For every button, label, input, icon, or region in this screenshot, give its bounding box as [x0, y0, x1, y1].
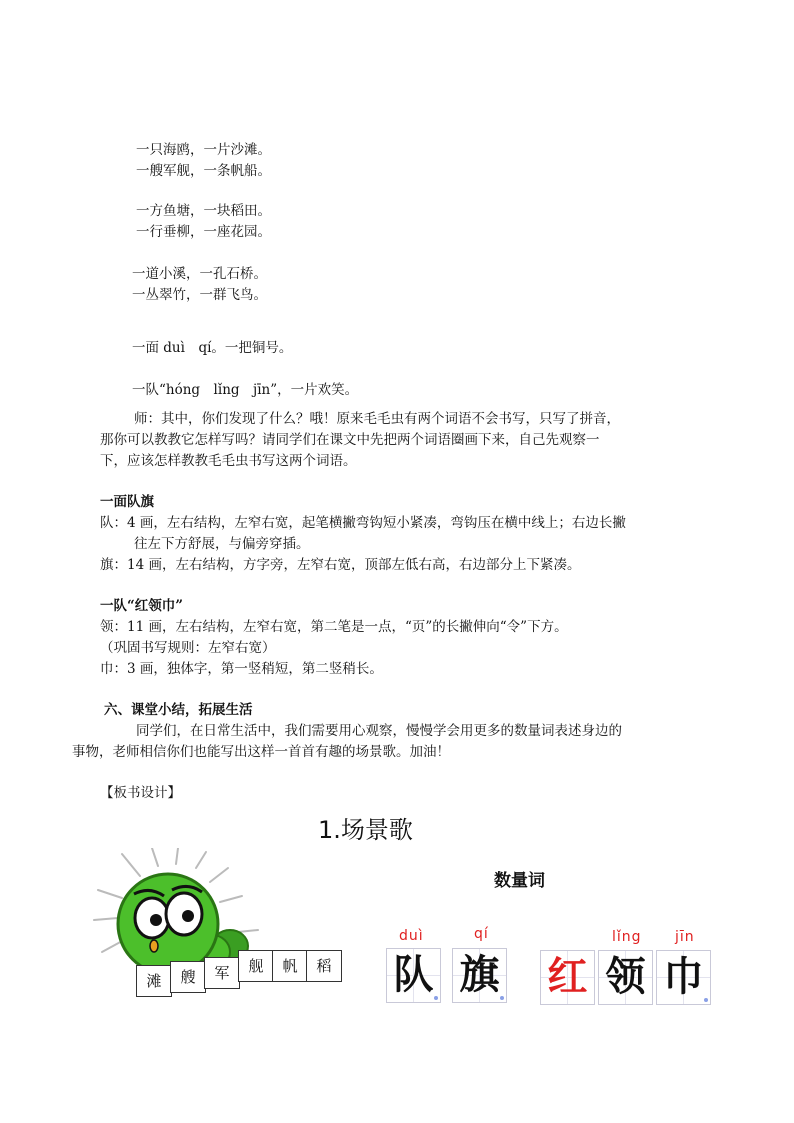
char-box-ling — [598, 950, 653, 1005]
char-box-qi — [452, 948, 507, 1003]
qi-desc: 旗：14 画，左右结构，方字旁，左窄右宽，顶部左低右高，右边部分上下紧凑。 — [100, 557, 581, 573]
dui-desc-cont: 往左下方舒展，与偏旁穿插。 — [134, 536, 310, 552]
corner-dot — [704, 998, 708, 1002]
poem-line-8: 一队“hóng lǐng jīn”，一片欢笑。 — [132, 382, 359, 398]
poem-line-7: 一面 duì qí。一把铜号。 — [132, 340, 293, 356]
board-subtitle: 数量词 — [494, 871, 545, 891]
caterpillar-char-sou: 艘 — [170, 961, 206, 993]
pinyin-ling: lǐng — [612, 929, 642, 945]
caterpillar-char-jun: 军 — [204, 957, 240, 989]
section2-heading: 一队“红领巾” — [100, 598, 184, 614]
pinyin-dui: duì — [399, 928, 424, 944]
char-box-dui — [386, 948, 441, 1003]
caterpillar-char-fan: 帆 — [272, 950, 308, 982]
summary-line-1: 同学们，在日常生活中，我们需要用心观察，慢慢学会用更多的数量词表述身边的 — [136, 723, 622, 739]
dui-desc: 队：4 画，左右结构，左窄右宽，起笔横撇弯钩短小紧凑，弯钩压在横中线上；右边长撇 — [100, 515, 626, 531]
teacher-line-2: 那你可以教教它怎样写吗？请同学们在课文中先把两个词语圈画下来，自己先观察一 — [100, 432, 600, 448]
char-jin: 巾 — [663, 954, 704, 1000]
teacher-line-1: 师：其中，你们发现了什么？哦！原来毛毛虫有两个词语不会书写，只写了拼音， — [134, 411, 620, 427]
poem-line-2: 一艘军舰，一条帆船。 — [136, 163, 271, 179]
char-hong: 红 — [547, 954, 588, 1000]
board-label: 【板书设计】 — [100, 785, 181, 801]
char-qi: 旗 — [459, 952, 500, 998]
poem-line-3: 一方鱼塘，一块稻田。 — [136, 203, 271, 219]
corner-dot — [500, 996, 504, 1000]
board-title: 1.场景歌 — [318, 816, 413, 844]
char-ling: 领 — [605, 954, 646, 1000]
char-box-hong — [540, 950, 595, 1005]
caterpillar-char-dao: 稻 — [306, 950, 342, 982]
caterpillar-char-tan: 滩 — [136, 965, 172, 997]
poem-line-6: 一丛翠竹，一群飞鸟。 — [132, 287, 267, 303]
poem-line-1: 一只海鸥，一片沙滩。 — [136, 142, 271, 158]
section3-heading: 六、课堂小结，拓展生活 — [104, 702, 253, 718]
teacher-line-3: 下，应该怎样教教毛毛虫书写这两个词语。 — [100, 453, 357, 469]
pinyin-jin: jīn — [675, 929, 695, 945]
poem-line-5: 一道小溪，一孔石桥。 — [132, 266, 267, 282]
corner-dot — [434, 996, 438, 1000]
pinyin-qi: qí — [474, 926, 489, 942]
char-dui: 队 — [393, 952, 434, 998]
writing-rule: （巩固书写规则：左窄右宽） — [100, 640, 276, 656]
char-box-jin — [656, 950, 711, 1005]
poem-line-4: 一行垂柳，一座花园。 — [136, 224, 271, 240]
section1-heading: 一面队旗 — [100, 494, 154, 510]
jin-desc: 巾：3 画，独体字，第一竖稍短，第二竖稍长。 — [100, 661, 383, 677]
summary-line-2: 事物，老师相信你们也能写出这样一首首有趣的场景歌。加油！ — [72, 744, 450, 760]
caterpillar-char-jian: 舰 — [238, 950, 274, 982]
ling-desc: 领：11 画，左右结构，左窄右宽，第二笔是一点，“页”的长撇伸向“令”下方。 — [100, 619, 568, 635]
